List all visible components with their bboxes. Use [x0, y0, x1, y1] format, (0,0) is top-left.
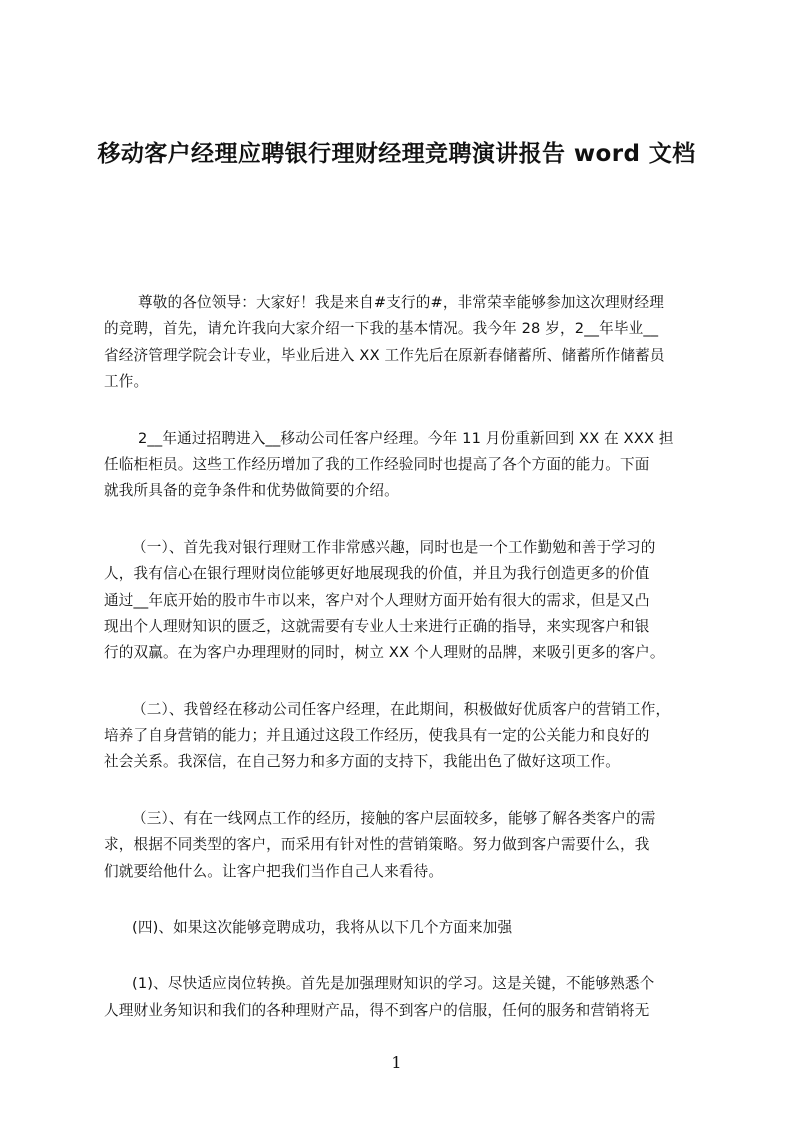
paragraph-plan-heading: [104, 915, 698, 941]
paragraph-line: 尊敬的各位领导：大家好！我是来自#支行的#，非常荣幸能够参加这次理财经理: [138, 294, 665, 311]
document-body: [104, 290, 698, 1054]
paragraph-line: (1)、尽快适应岗位转换。首先是加强理财知识的学习。这是关键，不能够熟悉个: [132, 975, 655, 993]
paragraph-introduction: [104, 290, 698, 396]
paragraph-line: 通过__年底开始的股市牛市以来，客户对个人理财方面开始有很大的需求，但是又凸: [104, 591, 650, 609]
paragraph-plan-one: [104, 971, 698, 1024]
paragraph-advantage-one: [104, 535, 698, 667]
paragraph-line: 培养了自身营销的能力；并且通过这段工作经历，使我具有一定的公关能力和良好的: [104, 727, 650, 745]
paragraph-line: 人，我有信心在银行理财岗位能够更好地展现我的价值，并且为我行创造更多的价值: [104, 565, 650, 583]
paragraph-line: 现出个人理财知识的匮乏，这就需要有专业人士来进行正确的指导，来实现客户和银: [104, 617, 650, 635]
paragraph-line: 行的双赢。在为客户办理理财的同时，树立 XX 个人理财的品牌，来吸引更多的客户。: [104, 644, 665, 662]
paragraph-line: 人理财业务知识和我们的各种理财产品，得不到客户的信服，任何的服务和营销将无: [104, 1001, 650, 1019]
paragraph-line: 省经济管理学院会计专业，毕业后进入 XX 工作先后在原新春储蓄所、储蓄所作储蓄员: [104, 346, 665, 364]
paragraph-line: 就我所具备的竞争条件和优势做简要的介绍。: [104, 482, 399, 500]
paragraph-line: 2__年通过招聘进入__移动公司任客户经理。今年 11 月份重新回到 XX 在 XXX 担: [138, 429, 674, 447]
paragraph-line: 工作。: [104, 373, 149, 391]
paragraph-advantage-three: [104, 806, 698, 885]
paragraph-line: 任临柜柜员。这些工作经历增加了我的工作经验同时也提高了各个方面的能力。下面: [104, 455, 650, 473]
page-number: 1: [391, 1053, 402, 1072]
paragraph-line: 求，根据不同类型的客户，而采用有针对性的营销策略。努力做到客户需要什么，我: [104, 836, 650, 854]
paragraph-line: （三）、有在一线网点工作的经历，接触的客户层面较多，能够了解各类客户的需: [132, 809, 656, 827]
paragraph-line: 的竞聘，首先，请允许我向大家介绍一下我的基本情况。我今年 28 岁，2__年毕业__: [104, 320, 659, 338]
paragraph-advantage-two: [104, 697, 698, 776]
paragraph-line: 们就要给他什么。让客户把我们当作自己人来看待。: [104, 862, 444, 880]
paragraph-work-history: [104, 426, 698, 505]
paragraph-line: (四)、如果这次能够竞聘成功，我将从以下几个方面来加强: [132, 919, 513, 937]
paragraph-line: 社会关系。我深信，在自己努力和多方面的支持下，我能出色了做好这项工作。: [104, 753, 621, 771]
document-title: 移动客户经理应聘银行理财经理竞聘演讲报告 word 文档: [97, 141, 696, 167]
paragraph-line: （二）、我曾经在移动公司任客户经理，在此期间，积极做好优质客户的营销工作，: [132, 700, 671, 718]
paragraph-line: （一）、首先我对银行理财工作非常感兴趣，同时也是一个工作勤勉和善于学习的: [132, 538, 656, 556]
